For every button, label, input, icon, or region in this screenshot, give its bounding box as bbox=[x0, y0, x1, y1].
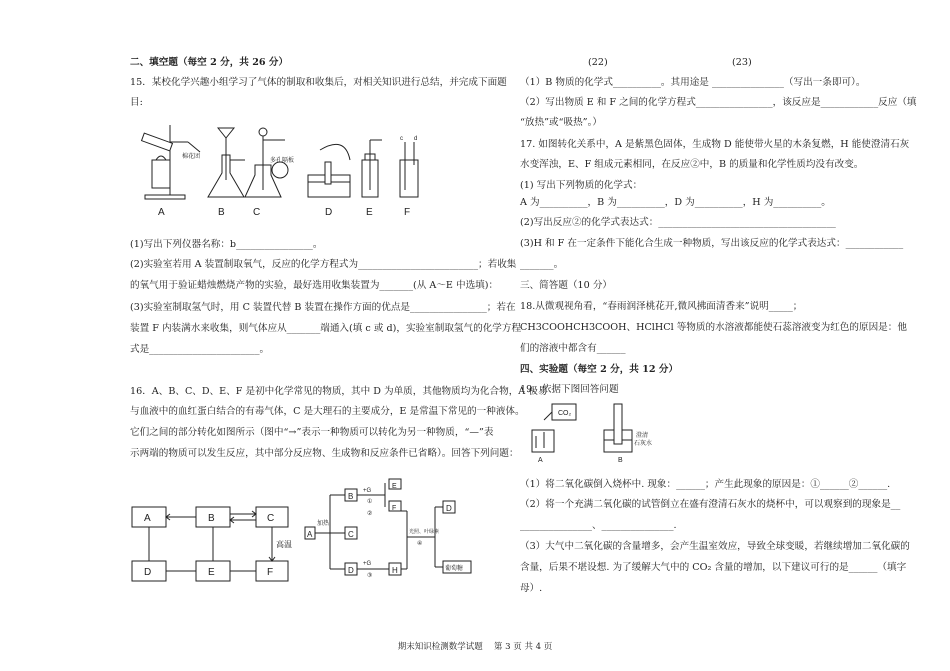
q15-3c: 式是_______________________。 bbox=[130, 344, 270, 355]
q17-3b: _______。 bbox=[520, 259, 564, 270]
flow-d: D bbox=[348, 566, 354, 575]
exp-label-a: A bbox=[538, 457, 543, 464]
q16-2b: “放热”或“吸热”。） bbox=[520, 117, 602, 128]
apparatus-figure bbox=[130, 120, 430, 220]
flow-g2: +G bbox=[363, 561, 372, 567]
flow-step1: ① bbox=[367, 499, 373, 505]
apparatus-label-c: C bbox=[253, 207, 261, 218]
flow-d2: D bbox=[446, 504, 452, 513]
experiment-figure bbox=[526, 402, 656, 464]
q16-text-1: 16．A、B、C、D、E、F 是初中化学常见的物质，其中 D 为单质，其他物质均为化合物，A 极易 bbox=[130, 386, 548, 397]
node-d: D bbox=[144, 567, 152, 578]
flow-a: A bbox=[307, 530, 313, 539]
q18-text-3: 们的溶液中都含有______ bbox=[520, 343, 626, 354]
lime-label-2: 石灰水 bbox=[634, 441, 653, 447]
q16-text-2: 与血液中的血红蛋白结合的有毒气体，C 是大理石的主要成分，E 是常温下常见的一种液体。 bbox=[130, 406, 525, 417]
q19-1: （1）将二氧化碳倒入烧杯中. 现象：______；产生此现象的原因是：①______②______. bbox=[520, 479, 891, 490]
q19-title: 19．依据下图回答问题 bbox=[520, 384, 619, 395]
flow-step3: ③ bbox=[367, 573, 373, 579]
q17-1: (1) 写出下列物质的化学式： bbox=[520, 180, 643, 191]
apparatus-label-f: F bbox=[404, 207, 411, 218]
node-e: E bbox=[208, 567, 215, 578]
flow-step4: ④ bbox=[417, 541, 423, 547]
apparatus-label-e: E bbox=[366, 207, 373, 218]
flow-c: C bbox=[348, 530, 354, 539]
port-d-label: d bbox=[414, 136, 418, 142]
relation-diagram bbox=[130, 505, 290, 585]
lime-label: 澄清 bbox=[636, 433, 649, 439]
cotton-label: 棉花团 bbox=[182, 154, 201, 160]
q16-text-3: 它们之间的部分转化如图所示（图中“→”表示一种物质可以转化为另一种物质，“—”表 bbox=[130, 427, 494, 438]
flow-glucose: 葡萄糖 bbox=[445, 566, 464, 572]
exp-label-b: B bbox=[618, 457, 623, 464]
section4-title: 四、实验题（每空 2 分，共 12 分） bbox=[520, 364, 679, 375]
q18-text-2: CH3COOHCH3COOH、HClHCl 等物质的水溶液都能使石蕊溶液变为红色的原因是：他 bbox=[520, 322, 907, 333]
q19-2a: （2）将一个充满二氧化碳的试管倒立在盛有澄清石灰水的烧杯中，可以观察到的现象是__ bbox=[520, 499, 901, 510]
fig-label-22: (22) bbox=[588, 57, 608, 68]
node-a: A bbox=[144, 513, 151, 524]
q15-text-1: 15．某校化学兴趣小组学习了气体的制取和收集后，对相关知识进行总结，并完成下面题 bbox=[130, 77, 507, 88]
page-footer: 期末知识检测数学试题 第 3 页 共 4 页 bbox=[397, 642, 553, 652]
q17-text-2: 水变浑浊，E、F 组成元素相同，在反应②中，B 的质量和化学性质均没有改变。 bbox=[520, 159, 864, 170]
q16-2a: （2）写出物质 E 和 F 之间的化学方程式________________，该反应是____________反应（填 bbox=[520, 97, 917, 108]
q15-text-2: 目: bbox=[130, 97, 143, 108]
q17-1b: A 为__________，B 为__________，D 为__________，H 为__________。 bbox=[520, 197, 831, 208]
q15-2b: 的氧气用于验证蜡烛燃烧产物的实验，最好选用收集装置为_______(从 A～E 中选填)： bbox=[130, 280, 499, 291]
gaowen-label: 高温 bbox=[276, 540, 292, 549]
q17-text-1: 17. 如图转化关系中，A 是紫黑色固体，生成物 D 能使带火星的木条复燃，H 能使澄清石灰 bbox=[520, 139, 910, 150]
porous-plate-label: 多孔隔板 bbox=[270, 158, 295, 164]
section3-title: 三、简答题（10 分） bbox=[520, 280, 613, 291]
section2-title: 二、填空题（每空 2 分，共 26 分） bbox=[130, 57, 289, 68]
flow-step2: ② bbox=[367, 511, 373, 517]
q19-3c: 母）. bbox=[520, 583, 543, 594]
q18-text-1: 18.从微观视角看，“春雨润泽桃花开,微风拂面清香来”说明_____； bbox=[520, 301, 803, 312]
q19-2b: _______________、_______________. bbox=[520, 520, 677, 531]
flow-g1: +G bbox=[363, 488, 372, 494]
flow-photosynthesis: 光照、叶绿素 bbox=[409, 529, 440, 535]
flow-h: H bbox=[392, 566, 398, 575]
apparatus-label-d: D bbox=[325, 207, 333, 218]
q15-3a: (3)实验室制取氢气时，用 C 装置代替 B 装置在操作方面的优点是________________；若在 bbox=[130, 302, 516, 313]
fig-label-23: (23) bbox=[732, 57, 752, 68]
q15-1: (1)写出下列仪器名称：b________________。 bbox=[130, 239, 323, 250]
q16-text-4: 示两端的物质可以发生反应，其中部分反应物、生成物和反应条件已省略）。回答下列问题： bbox=[130, 448, 519, 459]
flow-diagram bbox=[305, 483, 485, 579]
node-f: F bbox=[267, 567, 274, 578]
flow-b: B bbox=[348, 492, 354, 501]
flow-heat: 加热 bbox=[317, 521, 330, 527]
node-c: C bbox=[267, 513, 275, 524]
q19-3a: （3）大气中二氧化碳的含量增多，会产生温室效应，导致全球变暖，若继续增加二氧化碳的 bbox=[520, 541, 910, 552]
q19-3b: 含量，后果不堪设想. 为了缓解大气中的 CO₂ 含量的增加，以下建议可行的是______（填字 bbox=[520, 562, 907, 573]
apparatus-label-a: A bbox=[158, 207, 165, 218]
apparatus-label-b: B bbox=[218, 207, 225, 218]
flow-e: E bbox=[392, 483, 397, 490]
q15-2a: (2)实验室若用 A 装置制取氧气，反应的化学方程式为_________________________；若收集 bbox=[130, 259, 517, 270]
q16-1: （1）B 物质的化学式__________。其用途是 _______________（写出一条即可）。 bbox=[520, 77, 866, 88]
port-c-label: c bbox=[400, 136, 403, 142]
flow-f: F bbox=[392, 505, 397, 512]
q17-2: (2)写出反应②的化学式表达式：_____________________________________ bbox=[520, 217, 836, 228]
q17-3a: (3)H 和 F 在一定条件下能化合生成一种物质，写出该反应的化学式表达式：____________ bbox=[520, 238, 904, 249]
node-b: B bbox=[208, 513, 215, 524]
q15-3b: 装置 F 内装满水来收集，则气体应从_______端通入(填 c 或 d)，实验室制取氢气的化学方程 bbox=[130, 323, 522, 334]
co2-label: CO₂ bbox=[558, 410, 572, 417]
